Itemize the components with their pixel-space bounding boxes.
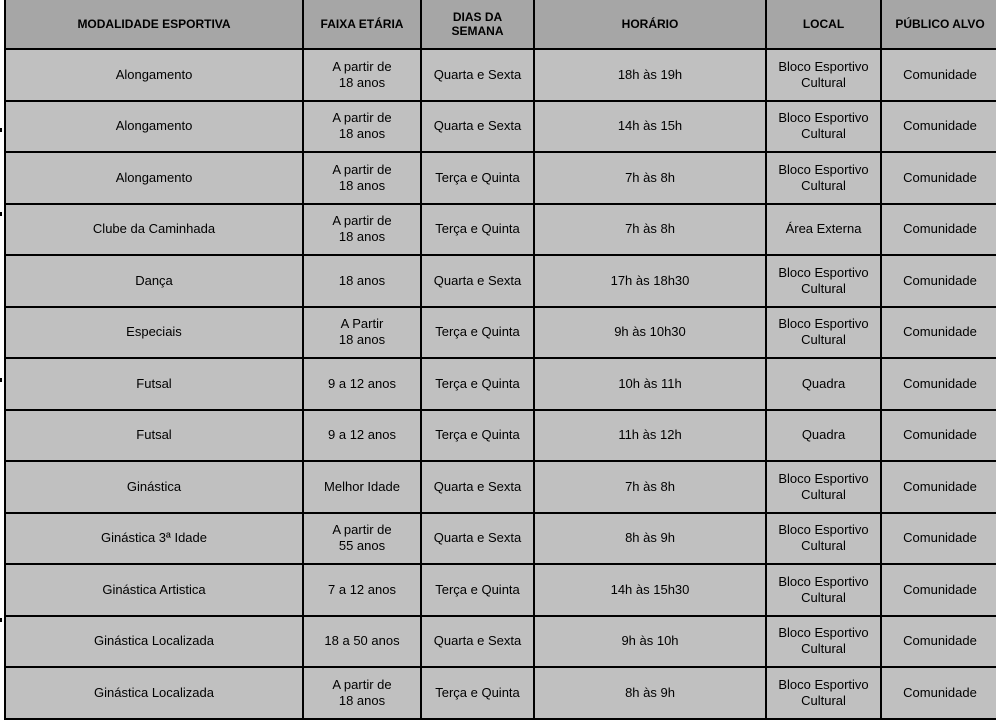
dias-semana-cell <box>421 255 534 307</box>
dias-semana-cell-text: Quarta e Sexta <box>433 118 522 134</box>
modalidade-cell <box>5 461 303 513</box>
modalidade-cell <box>5 204 303 256</box>
faixa-etaria-cell <box>303 255 421 307</box>
modalidade-cell <box>5 513 303 565</box>
faixa-etaria-cell-text: A partir de 18 anos <box>332 676 392 708</box>
local-cell-text: Bloco Esportivo Cultural <box>778 522 869 554</box>
table-row <box>5 49 996 101</box>
dias-semana-cell-text: Terça e Quinta <box>435 169 520 185</box>
publico-alvo-cell <box>881 204 996 256</box>
table-row <box>5 101 996 153</box>
dias-semana-cell <box>421 307 534 359</box>
table-row <box>5 255 996 307</box>
faixa-etaria-cell <box>303 564 421 616</box>
dias-semana-cell-text: Quarta e Sexta <box>433 66 522 82</box>
local-cell <box>766 358 881 410</box>
local-cell <box>766 667 881 719</box>
faixa-etaria-cell <box>303 101 421 153</box>
local-cell <box>766 410 881 462</box>
horario-cell-text: 10h às 11h <box>618 375 682 391</box>
dias-semana-cell <box>421 152 534 204</box>
publico-alvo-cell-text: Comunidade <box>903 581 977 597</box>
publico-alvo-cell <box>881 410 996 462</box>
faixa-etaria-cell-text: A partir de 55 anos <box>332 522 392 554</box>
horario-cell-text: 9h às 10h30 <box>614 324 686 340</box>
modalidade-cell-text: Ginástica Localizada <box>94 633 214 649</box>
faixa-etaria-cell-text: 9 a 12 anos <box>328 375 396 391</box>
local-cell <box>766 461 881 513</box>
dias-semana-cell <box>421 49 534 101</box>
horario-cell <box>534 358 766 410</box>
faixa-etaria-cell-text: 7 a 12 anos <box>328 581 396 597</box>
faixa-etaria-cell-text: A partir de 18 anos <box>332 161 392 193</box>
publico-alvo-cell-text: Comunidade <box>903 221 977 237</box>
local-cell-text: Bloco Esportivo Cultural <box>778 573 869 605</box>
publico-alvo-cell-text: Comunidade <box>903 324 977 340</box>
horario-cell <box>534 461 766 513</box>
horario-cell-text: 9h às 10h <box>621 633 679 649</box>
dias-semana-cell-text: Terça e Quinta <box>435 684 520 700</box>
modalidade-cell-text: Dança <box>135 272 173 288</box>
modalidade-cell <box>5 152 303 204</box>
publico-alvo-cell-text: Comunidade <box>903 633 977 649</box>
horario-cell <box>534 152 766 204</box>
table-row <box>5 358 996 410</box>
faixa-etaria-cell <box>303 204 421 256</box>
faixa-etaria-cell-text: A partir de 18 anos <box>332 58 392 90</box>
horario-cell <box>534 49 766 101</box>
publico-alvo-cell-text: Comunidade <box>903 272 977 288</box>
local-cell-text: Bloco Esportivo Cultural <box>778 676 869 708</box>
header-dias-semana: DIAS DA SEMANA <box>421 0 534 49</box>
modalidade-cell <box>5 101 303 153</box>
dias-semana-cell <box>421 461 534 513</box>
publico-alvo-cell-text: Comunidade <box>903 118 977 134</box>
dias-semana-cell <box>421 358 534 410</box>
table-row <box>5 204 996 256</box>
local-cell <box>766 307 881 359</box>
publico-alvo-cell <box>881 564 996 616</box>
local-cell-text: Bloco Esportivo Cultural <box>778 316 869 348</box>
table-row <box>5 410 996 462</box>
local-cell <box>766 564 881 616</box>
dias-semana-cell-text: Terça e Quinta <box>435 375 520 391</box>
modalidade-cell-text: Ginástica 3ª Idade <box>101 530 207 546</box>
modalidade-cell <box>5 616 303 668</box>
publico-alvo-cell <box>881 667 996 719</box>
publico-alvo-cell-text: Comunidade <box>903 375 977 391</box>
modalidade-cell <box>5 307 303 359</box>
table-row <box>5 461 996 513</box>
dias-semana-cell <box>421 204 534 256</box>
header-horario: HORÁRIO <box>534 0 766 49</box>
edge-mark <box>0 378 2 382</box>
dias-semana-cell <box>421 101 534 153</box>
faixa-etaria-cell-text: Melhor Idade <box>324 478 400 494</box>
horario-cell-text: 8h às 9h <box>625 684 675 700</box>
modalidade-cell <box>5 667 303 719</box>
faixa-etaria-cell-text: 18 anos <box>338 272 386 288</box>
publico-alvo-cell-text: Comunidade <box>903 169 977 185</box>
table-header <box>5 0 996 49</box>
local-cell <box>766 49 881 101</box>
local-cell <box>766 101 881 153</box>
horario-cell <box>534 513 766 565</box>
faixa-etaria-cell <box>303 152 421 204</box>
horario-cell <box>534 564 766 616</box>
horario-cell-text: 7h às 8h <box>625 169 675 185</box>
horario-cell <box>534 667 766 719</box>
local-cell <box>766 255 881 307</box>
publico-alvo-cell-text: Comunidade <box>903 478 977 494</box>
local-cell-text: Bloco Esportivo Cultural <box>778 264 869 296</box>
horario-cell-text: 14h às 15h <box>617 118 683 134</box>
edge-mark <box>0 128 2 132</box>
horario-cell-text: 14h às 15h30 <box>610 581 690 597</box>
dias-semana-cell-text: Quarta e Sexta <box>433 272 522 288</box>
publico-alvo-cell <box>881 255 996 307</box>
dias-semana-cell-text: Quarta e Sexta <box>433 530 522 546</box>
local-cell <box>766 152 881 204</box>
modalidade-cell <box>5 255 303 307</box>
table-row <box>5 564 996 616</box>
faixa-etaria-cell-text: 18 a 50 anos <box>324 633 400 649</box>
modalidade-cell-text: Futsal <box>136 427 172 443</box>
horario-cell-text: 7h às 8h <box>625 478 675 494</box>
dias-semana-cell-text: Terça e Quinta <box>435 581 520 597</box>
modalidade-cell <box>5 358 303 410</box>
publico-alvo-cell <box>881 101 996 153</box>
local-cell-text: Bloco Esportivo Cultural <box>778 625 869 657</box>
modalidade-cell-text: Alongamento <box>115 118 193 134</box>
faixa-etaria-cell-text: 9 a 12 anos <box>328 427 396 443</box>
horario-cell <box>534 204 766 256</box>
publico-alvo-cell <box>881 307 996 359</box>
dias-semana-cell-text: Quarta e Sexta <box>433 633 522 649</box>
header-local: LOCAL <box>766 0 881 49</box>
local-cell-text: Bloco Esportivo Cultural <box>778 470 869 502</box>
horario-cell <box>534 101 766 153</box>
local-cell-text: Área Externa <box>785 221 862 237</box>
modalidade-cell-text: Ginástica <box>126 478 182 494</box>
horario-cell <box>534 410 766 462</box>
local-cell-text: Bloco Esportivo Cultural <box>778 110 869 142</box>
faixa-etaria-cell-text: A Partir 18 anos <box>338 316 386 348</box>
publico-alvo-cell <box>881 616 996 668</box>
horario-cell <box>534 255 766 307</box>
horario-cell <box>534 616 766 668</box>
faixa-etaria-cell-text: A partir de 18 anos <box>332 213 392 245</box>
dias-semana-cell <box>421 513 534 565</box>
publico-alvo-cell <box>881 152 996 204</box>
dias-semana-cell <box>421 667 534 719</box>
local-cell <box>766 204 881 256</box>
faixa-etaria-cell <box>303 358 421 410</box>
horario-cell-text: 11h às 12h <box>618 427 682 443</box>
local-cell-text: Bloco Esportivo Cultural <box>778 58 869 90</box>
dias-semana-cell <box>421 410 534 462</box>
horario-cell-text: 7h às 8h <box>625 221 675 237</box>
local-cell-text: Quadra <box>801 427 846 443</box>
horario-cell-text: 8h às 9h <box>625 530 675 546</box>
dias-semana-cell-text: Terça e Quinta <box>435 324 520 340</box>
faixa-etaria-cell <box>303 616 421 668</box>
local-cell-text: Bloco Esportivo Cultural <box>778 161 869 193</box>
modalidade-cell-text: Ginástica Artistica <box>102 581 206 597</box>
publico-alvo-cell-text: Comunidade <box>903 684 977 700</box>
header-publico-alvo: PÚBLICO ALVO <box>881 0 996 49</box>
modalidade-cell-text: Futsal <box>136 375 172 391</box>
modalidade-cell-text: Ginástica Localizada <box>94 684 214 700</box>
faixa-etaria-cell <box>303 513 421 565</box>
modalidade-cell-text: Clube da Caminhada <box>92 221 216 237</box>
sports-schedule-table <box>4 0 996 720</box>
publico-alvo-cell <box>881 358 996 410</box>
faixa-etaria-cell <box>303 461 421 513</box>
local-cell <box>766 513 881 565</box>
dias-semana-cell-text: Terça e Quinta <box>435 221 520 237</box>
local-cell <box>766 616 881 668</box>
publico-alvo-cell <box>881 513 996 565</box>
table-row <box>5 667 996 719</box>
faixa-etaria-cell-text: A partir de 18 anos <box>332 110 392 142</box>
dias-semana-cell-text: Quarta e Sexta <box>433 478 522 494</box>
modalidade-cell-text: Alongamento <box>115 66 193 82</box>
publico-alvo-cell <box>881 461 996 513</box>
dias-semana-cell <box>421 564 534 616</box>
dias-semana-cell <box>421 616 534 668</box>
edge-mark <box>0 212 2 216</box>
local-cell-text: Quadra <box>801 375 846 391</box>
horario-cell-text: 18h às 19h <box>617 66 683 82</box>
horario-cell <box>534 307 766 359</box>
publico-alvo-cell-text: Comunidade <box>903 66 977 82</box>
modalidade-cell <box>5 49 303 101</box>
faixa-etaria-cell <box>303 49 421 101</box>
header-modalidade: MODALIDADE ESPORTIVA <box>5 0 303 49</box>
table-body <box>5 49 996 719</box>
header-faixa-etaria: FAIXA ETÁRIA <box>303 0 421 49</box>
faixa-etaria-cell <box>303 410 421 462</box>
table-row <box>5 152 996 204</box>
dias-semana-cell-text: Terça e Quinta <box>435 427 520 443</box>
modalidade-cell-text: Alongamento <box>115 169 193 185</box>
modalidade-cell-text: Especiais <box>126 324 182 340</box>
table-row <box>5 616 996 668</box>
modalidade-cell <box>5 410 303 462</box>
table-row <box>5 513 996 565</box>
publico-alvo-cell <box>881 49 996 101</box>
table-row <box>5 307 996 359</box>
faixa-etaria-cell <box>303 667 421 719</box>
header-row <box>5 0 996 49</box>
edge-mark <box>0 618 2 622</box>
publico-alvo-cell-text: Comunidade <box>903 427 977 443</box>
publico-alvo-cell-text: Comunidade <box>903 530 977 546</box>
faixa-etaria-cell <box>303 307 421 359</box>
modalidade-cell <box>5 564 303 616</box>
horario-cell-text: 17h às 18h30 <box>610 272 690 288</box>
